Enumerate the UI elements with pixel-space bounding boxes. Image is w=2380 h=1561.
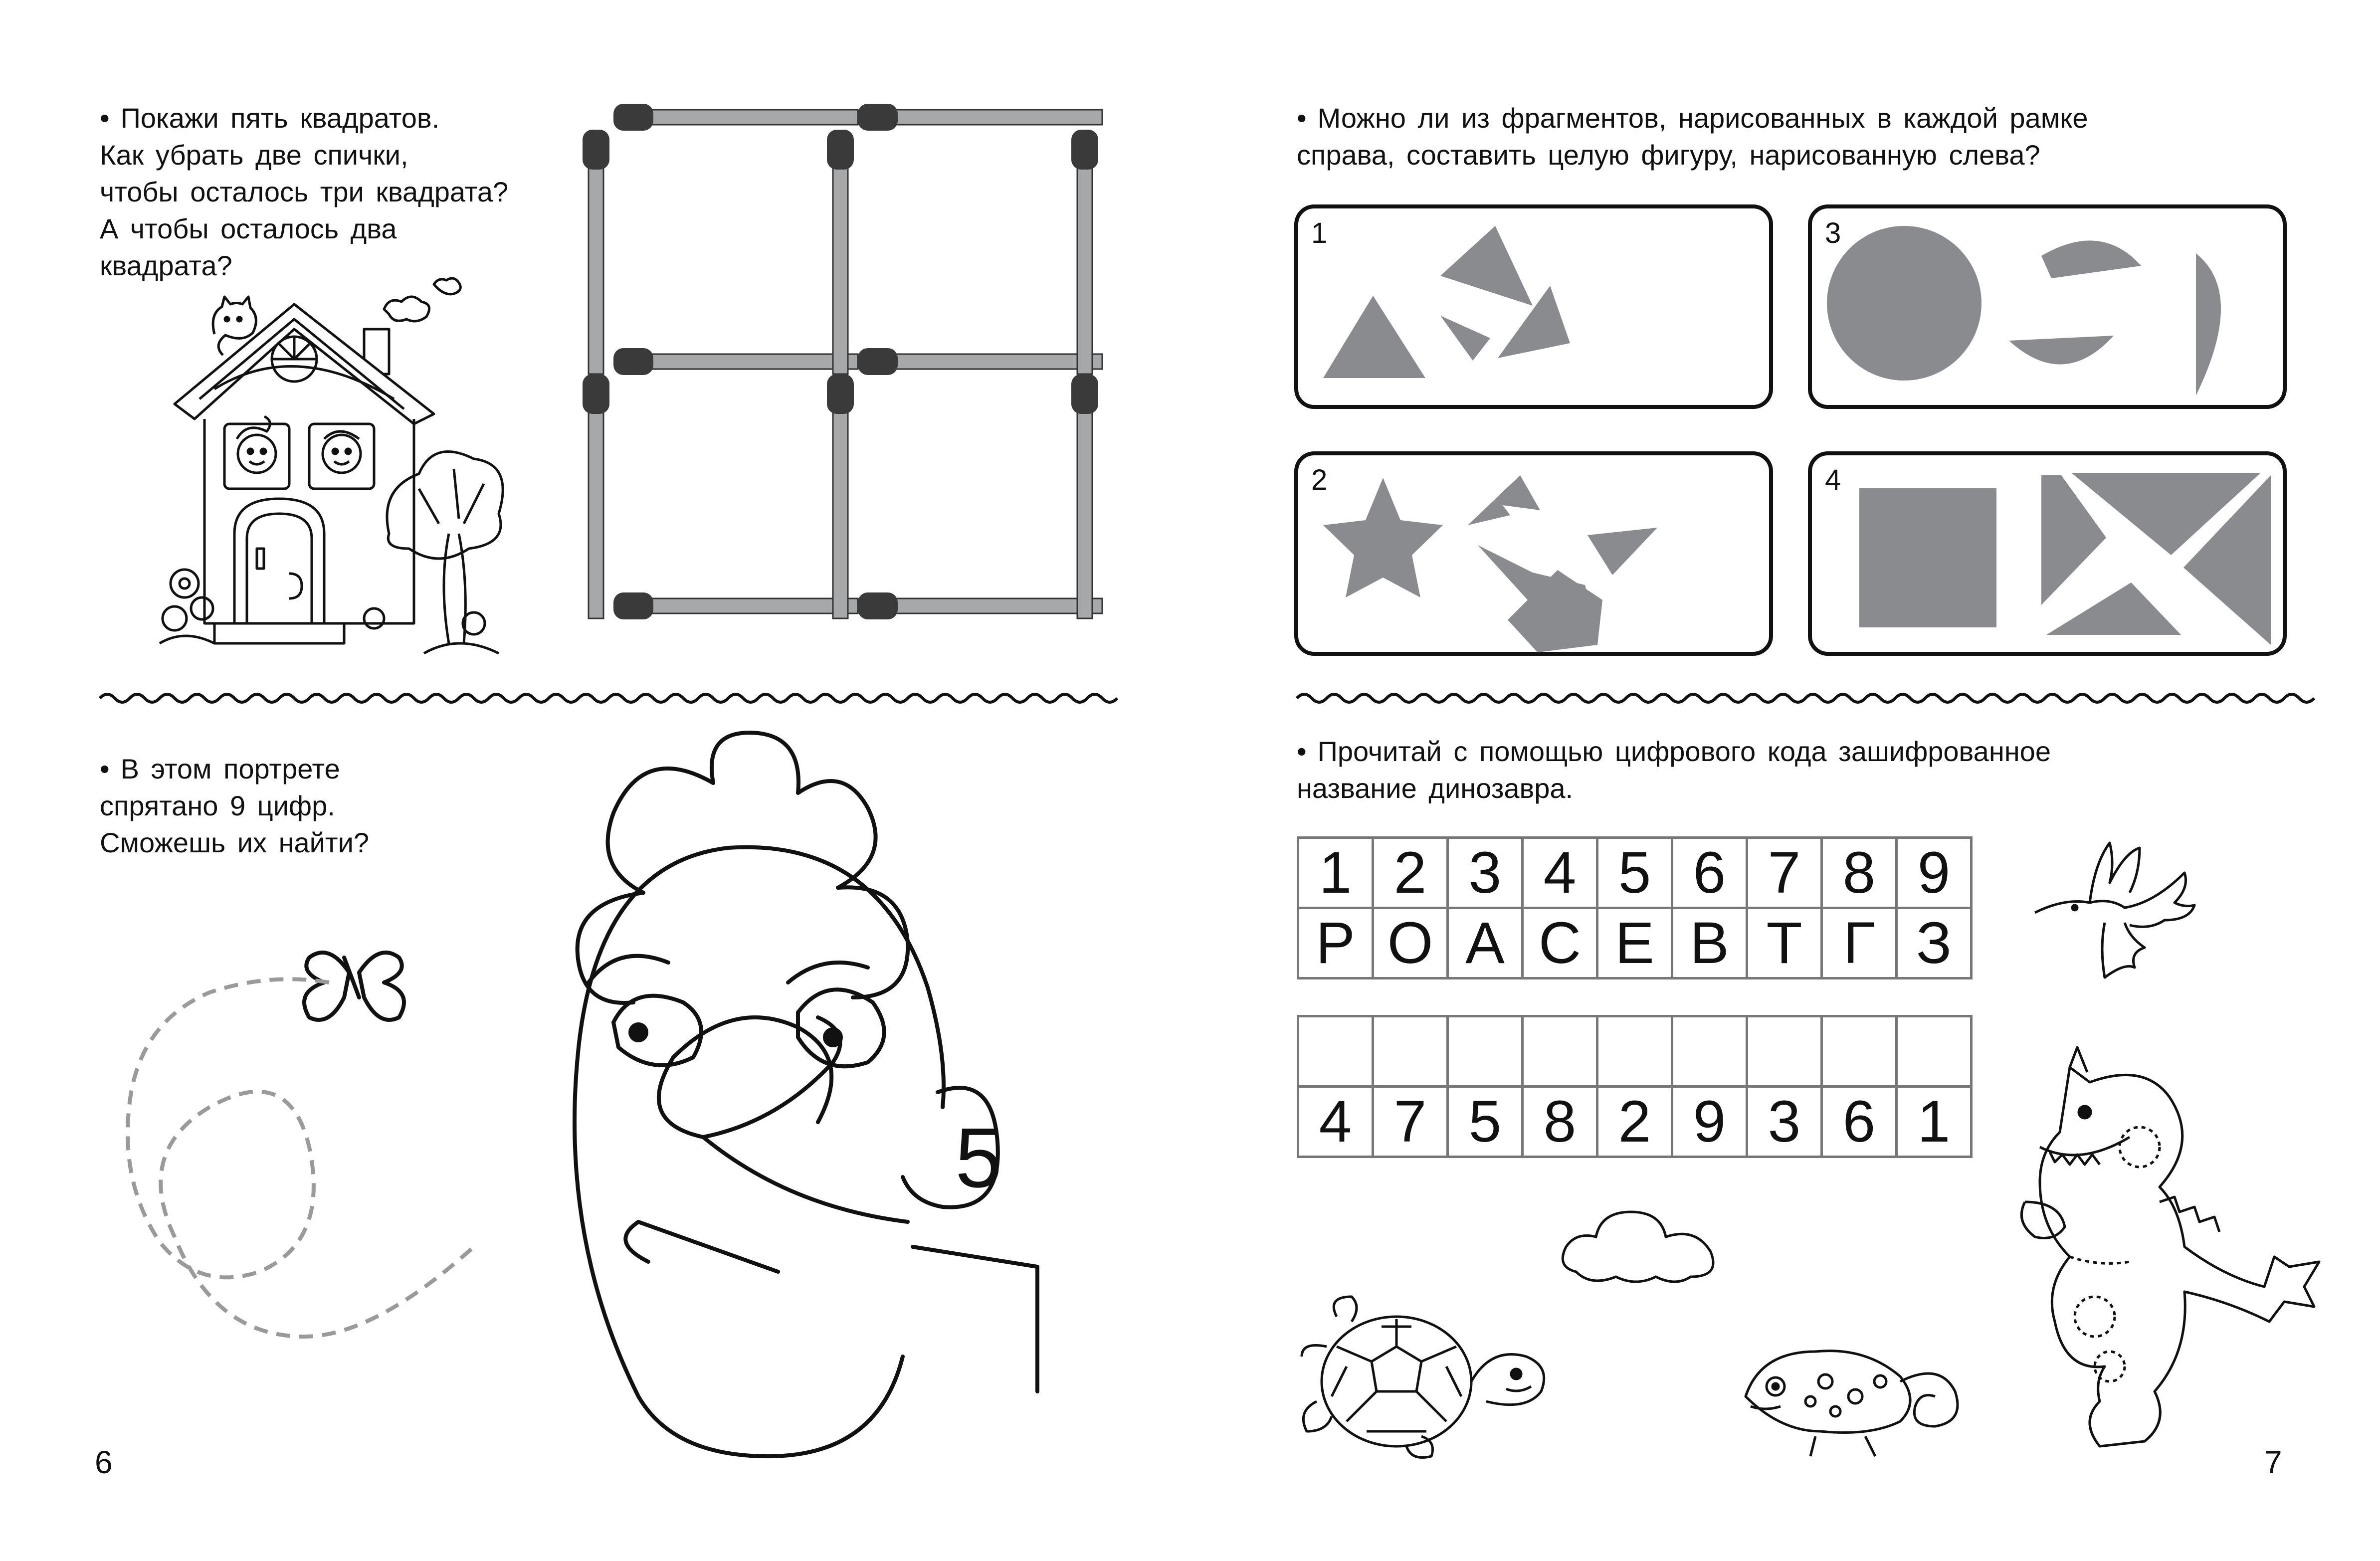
matchstick-head: [613, 348, 653, 375]
cloud-illustration: [1556, 1197, 1726, 1292]
matchstick: [833, 140, 848, 374]
answer-cell[interactable]: [1597, 1016, 1672, 1087]
hidden-digits-portrait: [90, 723, 1097, 1461]
square-shapes: [1812, 455, 2291, 660]
key-digit: 2: [1373, 838, 1448, 908]
cipher-digit: 8: [1523, 1087, 1597, 1157]
matchstick-head: [1071, 130, 1098, 170]
matchstick-head: [613, 104, 653, 131]
pterodactyl-illustration: [2030, 838, 2209, 987]
wavy-divider: [100, 688, 1092, 708]
cipher-digit: 2: [1597, 1087, 1672, 1157]
matchstick: [868, 110, 1102, 125]
frame-number: 4: [1825, 464, 1841, 496]
matchstick: [868, 598, 1102, 613]
cipher-digit: 7: [1373, 1087, 1448, 1157]
matchstick-head: [858, 104, 898, 131]
matchstick-head: [858, 348, 898, 375]
code-answer-table: [1297, 1015, 1973, 1158]
matchstick-head: [1071, 374, 1098, 414]
matchstick: [623, 354, 858, 369]
matchstick-head: [583, 374, 609, 414]
task-line: спрятано 9 цифр.: [100, 790, 335, 821]
task-shapes-text: [1297, 100, 2088, 174]
visible-digit: 5: [955, 1111, 1002, 1205]
cipher-digit: 6: [1822, 1087, 1897, 1157]
key-letters-row: [1298, 908, 1972, 978]
dinosaur-illustration: [2010, 1037, 2339, 1476]
answer-cell[interactable]: [1523, 1016, 1597, 1087]
cipher-digit: 4: [1298, 1087, 1373, 1157]
shape-frame-1: [1294, 204, 1773, 409]
key-letter: Е: [1597, 908, 1672, 978]
bullet: •: [100, 102, 110, 134]
task-code-text: [1297, 733, 2051, 807]
cipher-digit: 1: [1897, 1087, 1972, 1157]
frame-number: 3: [1825, 217, 1841, 249]
code-key-table: [1297, 836, 1973, 979]
answer-cell[interactable]: [1897, 1016, 1972, 1087]
key-letter: Г: [1822, 908, 1897, 978]
task-line: В этом портрете: [120, 753, 340, 784]
task-line: квадрата?: [100, 250, 232, 281]
bullet: •: [1297, 736, 1307, 767]
key-digit: 9: [1897, 838, 1972, 908]
key-letter: Р: [1298, 908, 1373, 978]
matchstick: [623, 110, 858, 125]
answer-cell[interactable]: [1448, 1016, 1523, 1087]
frame-number: 1: [1311, 217, 1328, 249]
page-number-right: 7: [2264, 1444, 2282, 1480]
key-letter: З: [1897, 908, 1972, 978]
key-digit: 5: [1597, 838, 1672, 908]
key-digit: 4: [1523, 838, 1597, 908]
key-digits-row: [1298, 838, 1972, 908]
triangle-shapes: [1298, 208, 1777, 413]
wavy-divider: [1297, 688, 2289, 708]
bullet: •: [100, 753, 110, 784]
key-digit: 6: [1672, 838, 1747, 908]
key-digit: 1: [1298, 838, 1373, 908]
matchstick-head: [827, 130, 854, 170]
turtle-illustration: [1297, 1282, 1556, 1461]
matchstick: [623, 598, 858, 613]
cipher-digit: 9: [1672, 1087, 1747, 1157]
task-line: название динозавра.: [1297, 773, 1574, 804]
circle-shapes: [1812, 208, 2291, 413]
matchstick: [1077, 140, 1092, 374]
key-letter: В: [1672, 908, 1747, 978]
key-digit: 8: [1822, 838, 1897, 908]
key-digit: 7: [1747, 838, 1822, 908]
key-digit: 3: [1448, 838, 1523, 908]
task-line: Можно ли из фрагментов, нарисованных в каждой рамке: [1317, 102, 2088, 134]
cipher-row: [1298, 1087, 1972, 1157]
task-line: Покажи пять квадратов.: [120, 102, 440, 134]
answer-cell[interactable]: [1747, 1016, 1822, 1087]
task-line: Сможешь их найти?: [100, 827, 369, 858]
shape-frame-4: [1808, 451, 2287, 656]
matchstick-puzzle: [579, 100, 1092, 668]
key-letter: С: [1523, 908, 1597, 978]
cipher-digit: 5: [1448, 1087, 1523, 1157]
key-letter: О: [1373, 908, 1448, 978]
bullet: •: [1297, 102, 1307, 134]
matchstick: [833, 384, 848, 618]
answer-row: [1298, 1016, 1972, 1087]
answer-cell[interactable]: [1298, 1016, 1373, 1087]
shape-frame-2: [1294, 451, 1773, 656]
frame-number: 2: [1311, 464, 1328, 496]
matchstick: [1077, 384, 1092, 618]
matchstick-head: [858, 592, 898, 619]
matchstick: [868, 354, 1102, 369]
task-line: справа, составить целую фигуру, нарисованную слева?: [1297, 139, 2040, 171]
chameleon-illustration: [1736, 1322, 1965, 1461]
matchstick-head: [613, 592, 653, 619]
task-line: чтобы осталось три квадрата?: [100, 176, 509, 207]
matchstick: [589, 140, 603, 374]
key-letter: Т: [1747, 908, 1822, 978]
answer-cell[interactable]: [1822, 1016, 1897, 1087]
key-letter: А: [1448, 908, 1523, 978]
page-number-left: 6: [95, 1444, 113, 1480]
task-line: Как убрать две спички,: [100, 139, 408, 171]
matchstick: [589, 384, 603, 618]
task-line: А чтобы осталось два: [100, 213, 397, 244]
house-illustration: [155, 274, 504, 663]
answer-cell[interactable]: [1373, 1016, 1448, 1087]
cipher-digit: 3: [1747, 1087, 1822, 1157]
task-line: Прочитай с помощью цифрового кода зашифрованное: [1317, 736, 2051, 767]
star-shapes: [1298, 455, 1777, 660]
shape-frame-3: [1808, 204, 2287, 409]
matchstick-head: [583, 130, 609, 170]
answer-cell[interactable]: [1672, 1016, 1747, 1087]
matchstick-head: [827, 374, 854, 414]
task-matches-text: [100, 100, 508, 284]
